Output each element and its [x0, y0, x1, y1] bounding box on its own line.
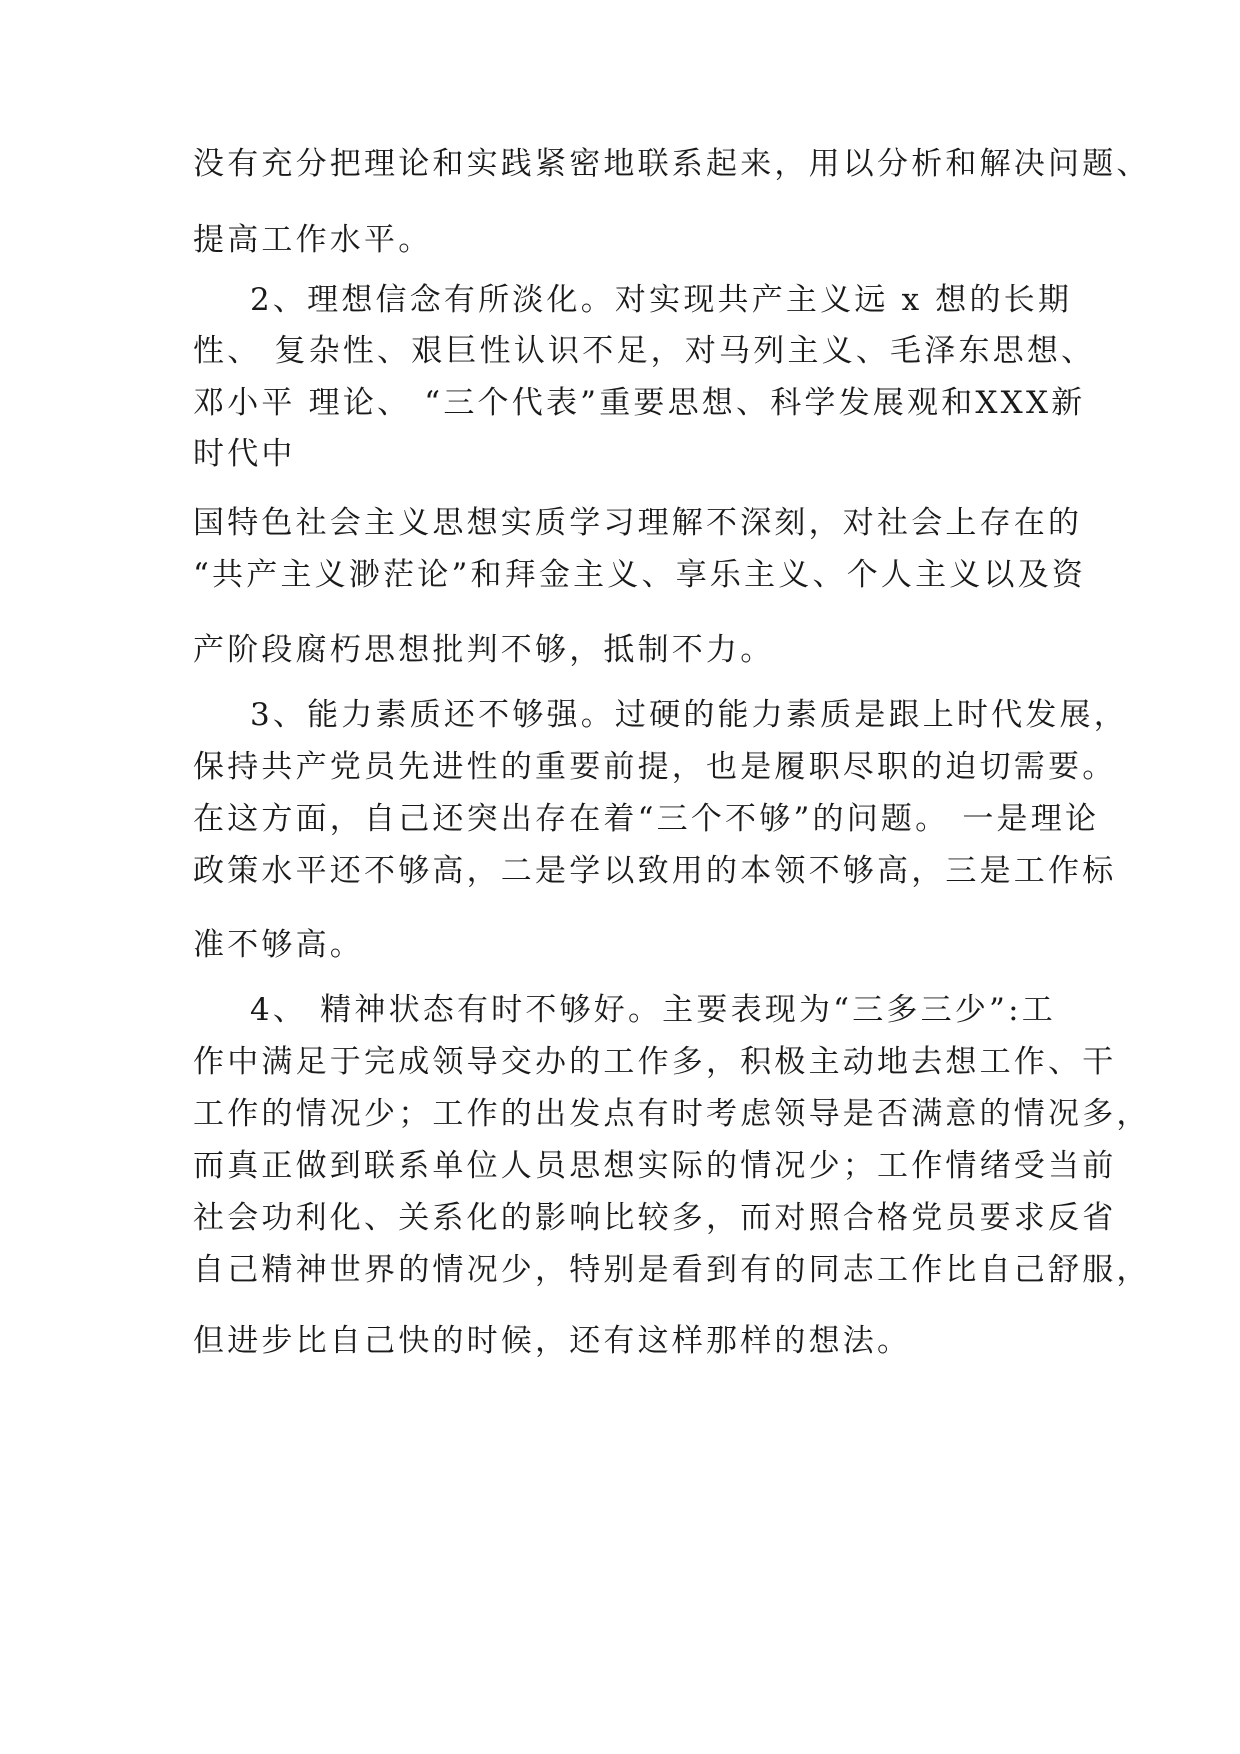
text-line: “共产主义渺茫论”和拜金主义、享乐主义、个人主义以及资 [193, 557, 1087, 593]
text-line: 工作的情况少；工作的出发点有时考虑领导是否满意的情况多， [193, 1096, 1151, 1132]
text-line: 准不够高。 [193, 927, 364, 963]
text-line: 产阶段腐朽思想批判不够，抵制不力。 [193, 632, 775, 668]
text-line: 在这方面，自己还突出存在着“三个不够”的问题。 一是理论 [193, 801, 1100, 837]
text-line: 性、 复杂性、艰巨性认识不足，对马列主义、毛泽东思想、 [193, 333, 1096, 369]
text-line: 自己精神世界的情况少，特别是看到有的同志工作比自己舒服， [193, 1252, 1151, 1288]
text-line: 没有充分把理论和实践紧密地联系起来，用以分析和解决问题、 [193, 146, 1151, 182]
paragraph-3-first-line: 3、能力素质还不够强。过硬的能力素质是跟上时代发展， [250, 697, 1128, 733]
text-line: 作中满足于完成领导交办的工作多，积极主动地去想工作、干 [193, 1044, 1117, 1080]
text-line: 邓小平 理论、 “三个代表”重要思想、科学发展观和XXX新 [193, 385, 1086, 421]
text-line: 保持共产党员先进性的重要前提，也是履职尽职的迫切需要。 [193, 749, 1117, 785]
text-line: 政策水平还不够高，二是学以致用的本领不够高，三是工作标 [193, 853, 1117, 889]
text-line: 而真正做到联系单位人员思想实际的情况少；工作情绪受当前 [193, 1148, 1117, 1184]
text-line: 国特色社会主义思想实质学习理解不深刻，对社会上存在的 [193, 505, 1083, 541]
text-line: 提高工作水平。 [193, 222, 433, 258]
text-line: 社会功利化、关系化的影响比较多，而对照合格党员要求反省 [193, 1200, 1117, 1236]
text-line: 时代中 [193, 436, 296, 472]
paragraph-4-first-line: 4、 精神状态有时不够好。主要表现为“三多三少”:工 [250, 992, 1056, 1028]
text-line: 但进步比自己快的时候，还有这样那样的想法。 [193, 1323, 912, 1359]
paragraph-2-first-line: 2、理想信念有所淡化。对实现共产主义远 x 想的长期 [250, 282, 1073, 318]
